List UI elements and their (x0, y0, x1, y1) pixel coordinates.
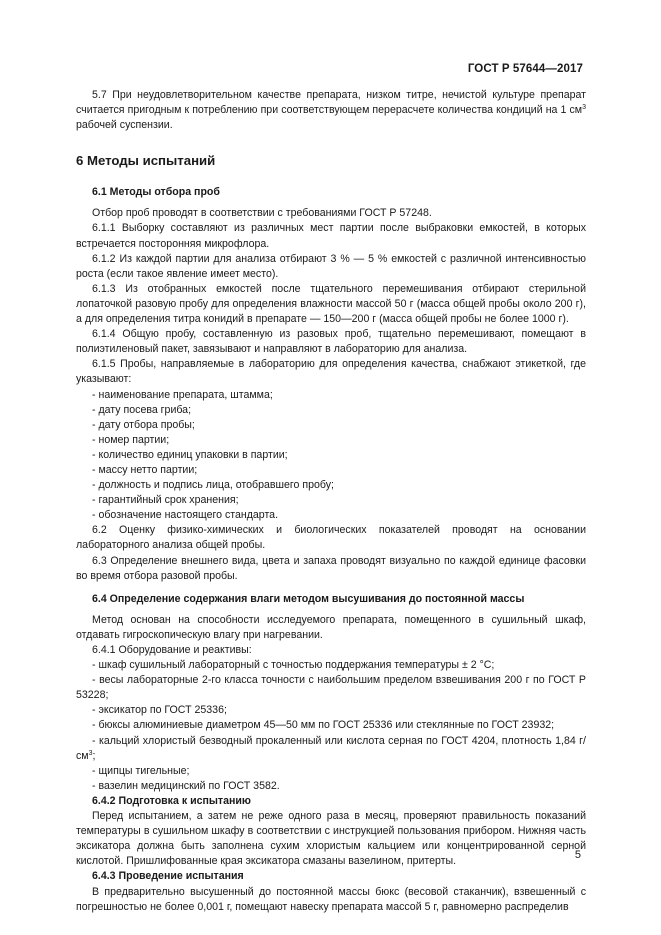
paragraph-6-1-2: 6.1.2 Из каждой партии для анализа отбирают 3 % — 5 % емкостей с различной интенсивностью роста (если такое явление имеет место). (76, 252, 586, 280)
page-content (76, 88, 586, 915)
list-item: - обозначение настоящего стандарта. (92, 509, 279, 522)
list-item: - гарантийный срок хранения; (92, 494, 239, 507)
list-item: - дату отбора пробы; (92, 418, 195, 431)
list-item: - шкаф сушильный лабораторный с точностью поддержания температуры ± 2 °С; (92, 659, 495, 672)
list-item: - должность и подпись лица, отобравшего пробу; (92, 479, 334, 492)
list-item: - наименование препарата, штамма; (92, 388, 273, 401)
list-item: - весы лабораторные 2-го класса точности с наибольшим пределом взвешивания 200 г по ГОСТ Р 53228; (76, 674, 586, 702)
subsection-6-4-3-title: 6.4.3 Проведение испытания (92, 870, 244, 883)
subsection-6-4-title: 6.4 Определение содержания влаги методом высушивания до постоянной массы (92, 592, 525, 605)
paragraph-6-1-1: 6.1.1 Выборку составляют из различных мест партии после выбраковки емкостей, в которых встречается посторонняя микрофлора. (76, 222, 586, 250)
paragraph-6-1-4: 6.1.4 Общую пробу, составленную из разовых проб, тщательно перемешивают, помещают в полиэтиленовый пакет, завязывают и направляют в лабораторию для анализа. (76, 328, 586, 356)
subsection-6-4-2-title: 6.4.2 Подготовка к испытанию (92, 794, 251, 807)
list-item: - номер партии; (92, 433, 170, 446)
standard-header: ГОСТ Р 57644—2017 (467, 63, 583, 75)
list-item: - щипцы тигельные; (92, 764, 190, 777)
section-6-title: 6 Методы испытаний (76, 153, 216, 169)
list-item: - вазелин медицинский по ГОСТ 3582. (92, 779, 280, 792)
paragraph-6-4-intro: Метод основан на способности исследуемого препарата, помещенного в сушильный шкаф, отдавать гигроскопическую влагу при нагревании. (76, 613, 586, 641)
paragraph-6-1-5: 6.1.5 Пробы, направляемые в лабораторию для определения качества, снабжают этикеткой, где указывают: (76, 358, 586, 386)
list-item: - бюксы алюминиевые диаметром 45—50 мм по ГОСТ 25336 или стеклянные по ГОСТ 23932; (92, 719, 555, 732)
paragraph-6-4-3: В предварительно высушенный до постоянной массы бюкс (весовой стаканчик), взвешенный с погрешностью не более 0,001 г, помещают навеску препарата массой 5 г, равномерно распределив (76, 885, 586, 913)
list-item: - количество единиц упаковки в партии; (92, 448, 288, 461)
paragraph-6-1-3: 6.1.3 Из отобранных емкостей после тщательного перемешивания отбирают стерильной лопаточкой разовую пробу для определения влажности массой 50 г (масса общей пробы около 200 г), а для определения титра конидий в препарате — 150—200 г (масса общей пробы не более 1000 г). (76, 282, 586, 326)
paragraph-6-2: 6.2 Оценку физико-химических и биологических показателей проводят на основании лабораторного анализа общей пробы. (76, 524, 586, 552)
list-item: - эксикатор по ГОСТ 25336; (92, 704, 227, 717)
list-item: - кальций хлористый безводный прокаленный или кислота серная по ГОСТ 4204, плотность 1,84 $г/см^3$; (76, 734, 586, 762)
paragraph-6-4-1: 6.4.1 Оборудование и реактивы: (92, 644, 252, 656)
list-item: - дату посева гриба; (92, 403, 192, 416)
paragraph-6-3: 6.3 Определение внешнего вида, цвета и запаха проводят визуально по каждой единице фасовки во время отбора разовой пробы. (76, 554, 586, 582)
paragraph-6-4-2: Перед испытанием, а затем не реже одного раза в месяц, проверяют правильность показаний температуры в сушильном шкафу в соответствии с инструкцией пользования прибором. Нижняя часть эксикатора должна быть заполнена сухим хлористым кальцием или концентрированной серной кислотой. Пришлифованные края эксикатора смазаны вазелином, притерты. (76, 810, 586, 868)
list-item: - массу нетто партии; (92, 463, 198, 476)
paragraph-5-7: 5.7 При неудовлетворительном качестве препарата, низком титре, нечистой культуре препарат считается пригодным к потреблению при соответствующем перерасчете количества кондиций на 1 $см^3$ рабочей суспензии. (76, 89, 586, 132)
page-number: 5 (574, 849, 581, 861)
paragraph-6-1-intro: Отбор проб проводят в соответствии с требованиями ГОСТ Р 57248. (92, 207, 432, 220)
subsection-6-1-title: 6.1 Методы отбора проб (92, 186, 220, 199)
